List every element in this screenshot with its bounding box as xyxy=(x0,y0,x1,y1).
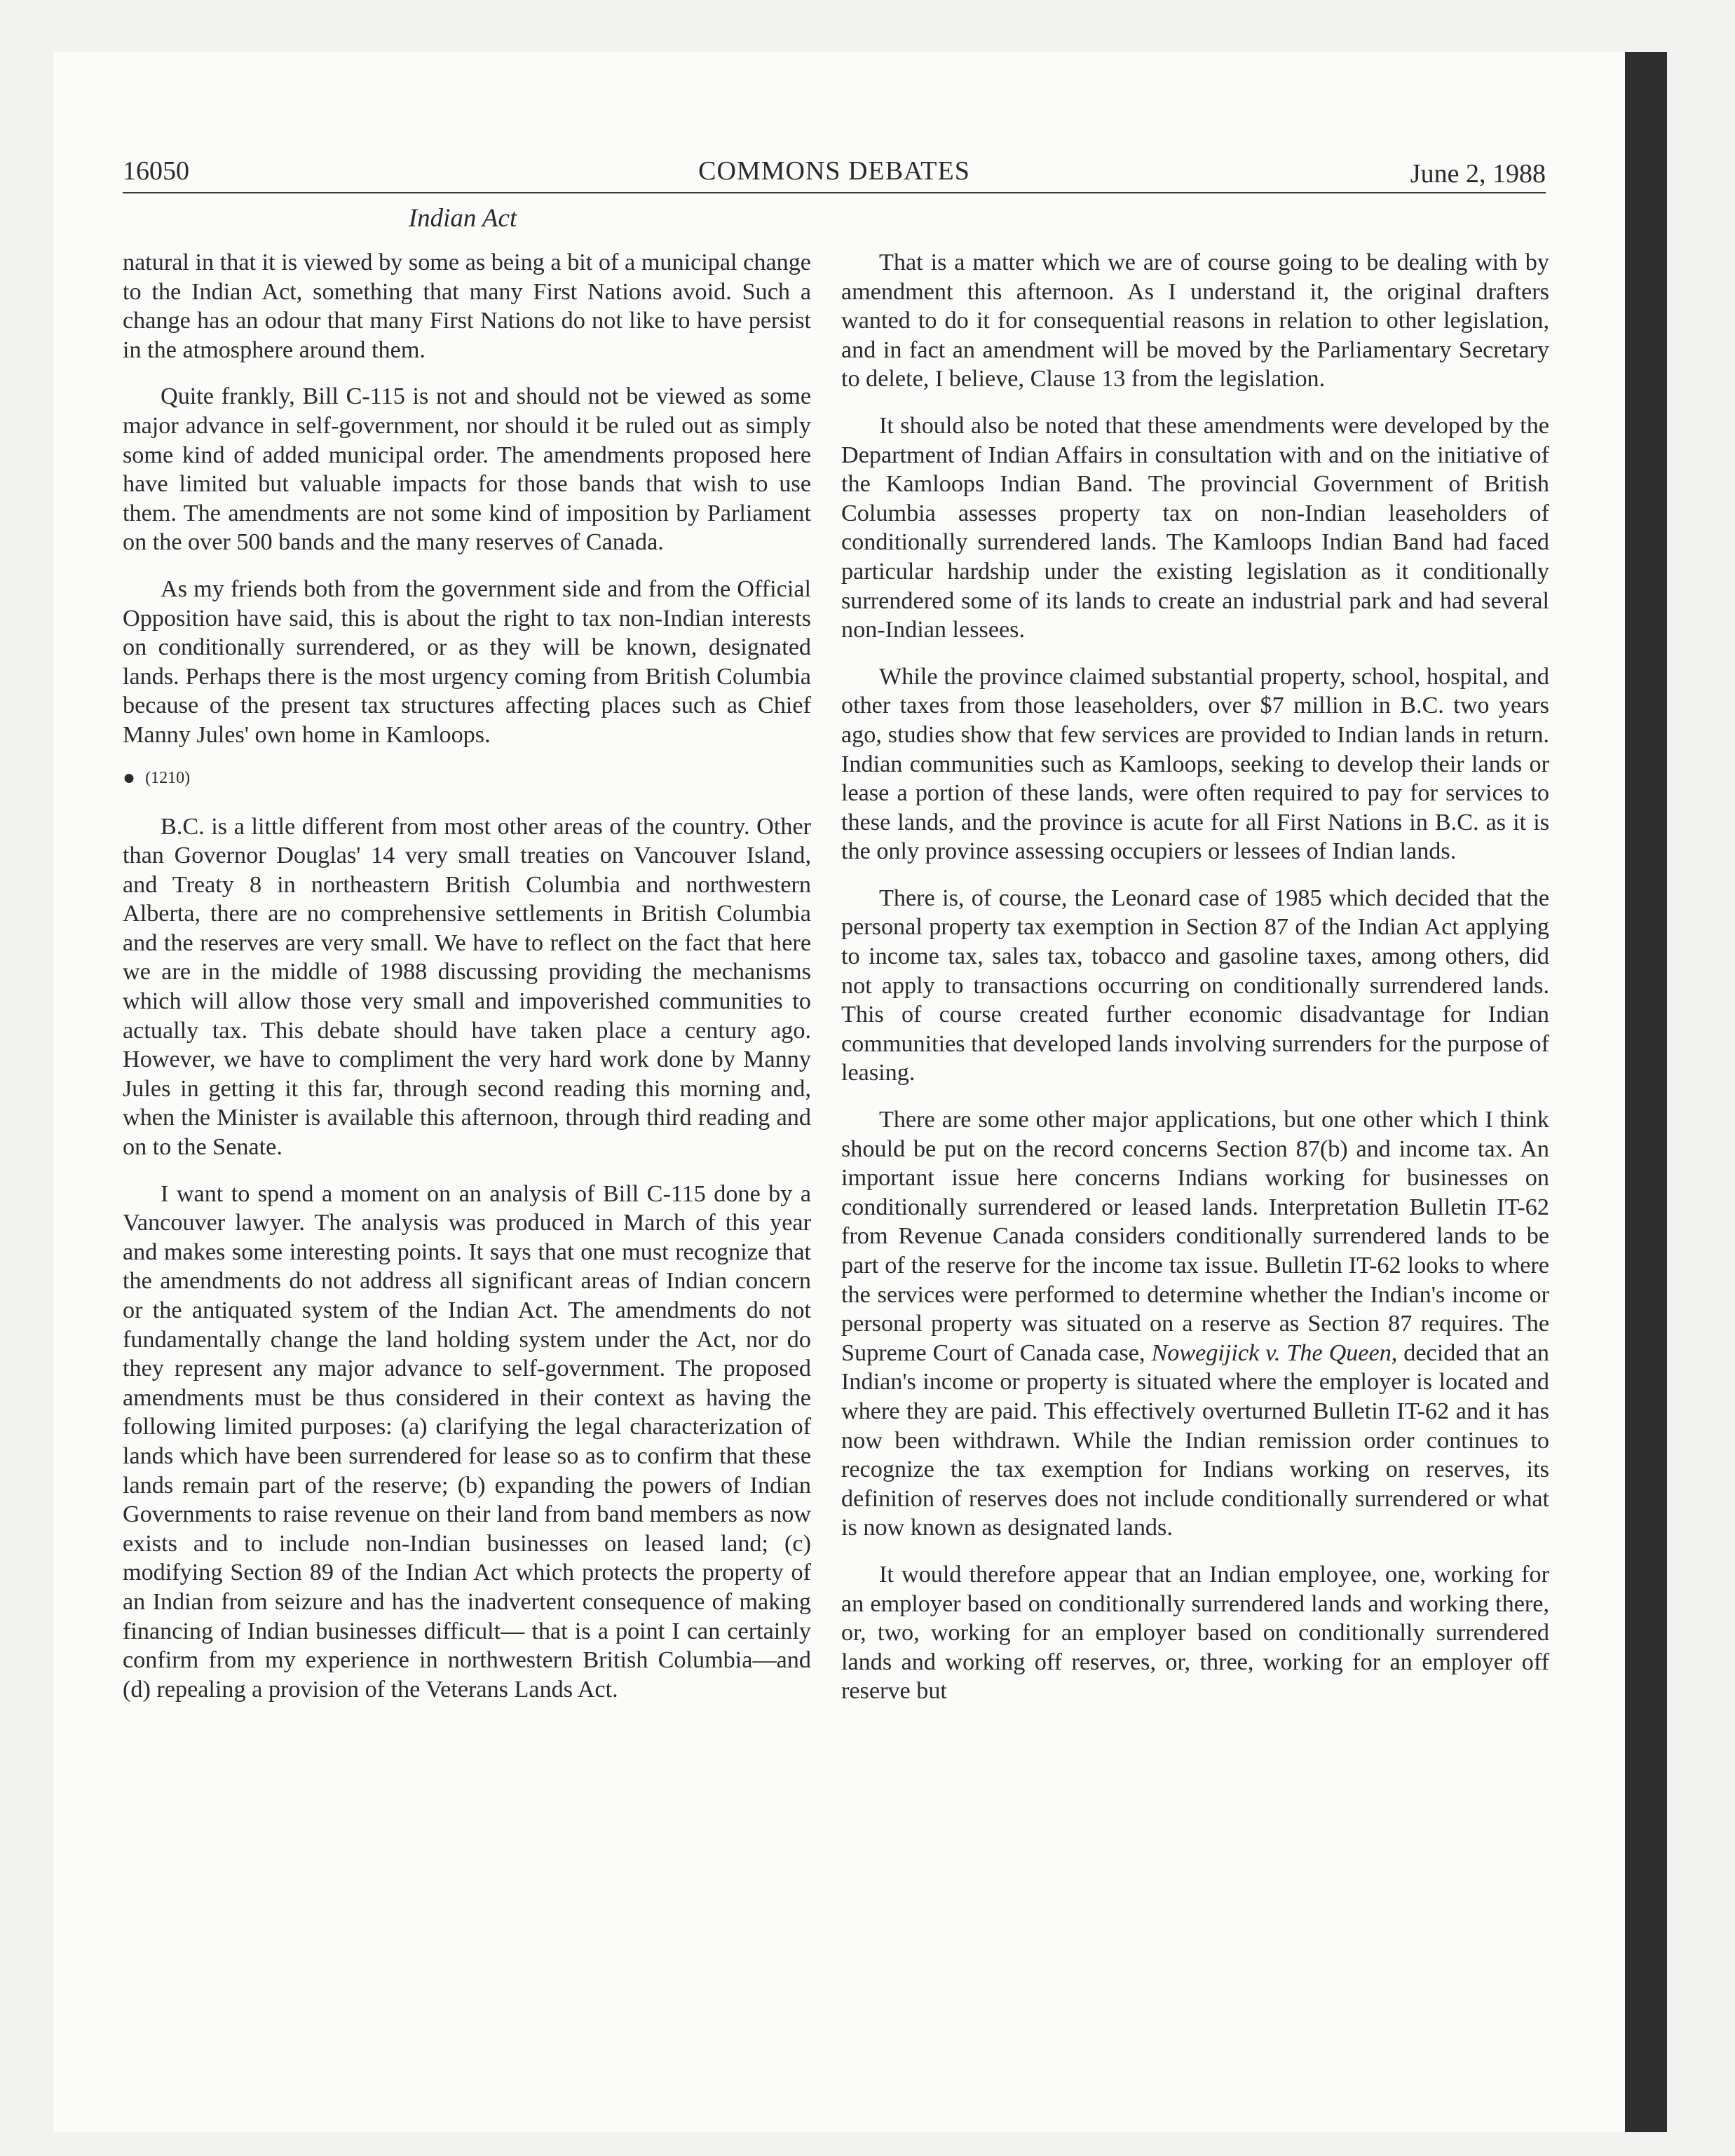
paragraph: It should also be noted that these amendments were developed by the Department of Indian Affairs in consultation with and on the initiative of the Kamloops Indian Band. The provincial Government of British Columbia assesses property tax on non-Indian leaseholders of conditionally surrendered lands. The Kamloops Indian Band had faced particular hardship under the existing legislation as it conditionally surrendered some of its lands to create an industrial park and had several non-Indian lessees. xyxy=(841,412,1549,643)
page-header xyxy=(123,156,1546,193)
paragraph: That is a matter which we are of course going to be dealing with by amendment this afternoon. As I understand it, the original drafters wanted to do it for consequential reasons in relation to other legislation, and in fact an amendment will be moved by the Parliamentary Secretary to delete, I believe, Clause 13 from the legislation. xyxy=(841,250,1549,393)
bullet-icon: ● xyxy=(123,765,136,789)
time-marker xyxy=(123,767,811,789)
time-marker-label: (1210) xyxy=(145,768,191,787)
scan-edge-shadow xyxy=(1625,52,1667,2132)
left-column xyxy=(123,248,811,1721)
paragraph: While the province claimed substantial property, school, hospital, and other taxes from those leaseholders, over $7 million in B.C. two years ago, studies show that few services are provided to Indian lands in return. Indian communities such as Kamloops, seeking to develop their lands or lease a portion of these lands, were often required to pay for services to these lands, and the province is acute for all First Nations in B.C. as it is the only province assessing occupiers or lessees of Indian lands. xyxy=(841,663,1549,865)
publication-title: COMMONS DEBATES xyxy=(698,156,970,186)
paragraph: I want to spend a moment on an analysis of Bill C-115 done by a Vancouver lawyer. The analysis was produced in March of this year and makes some interesting points. It says that one must recognize that the amendments do not address all significant areas of Indian concern or the antiquated system of the Indian Act. The amendments do not fundamentally change the land holding system under the Act, nor do they represent any major advance to self-government. The proposed amendments must be thus considered in their context as having the following limited purposes: (a) clarifying the legal characterization of lands which have been surrendered for lease so as to confirm that these lands remain part of the reserve; (b) expanding the powers of Indian Governments to raise revenue on their land from band members as now exists and to include non-Indian businesses on leased land; (c) modifying Section 89 of the Indian Act which protects the property of an Indian from seizure and has the inadvertent consequence of making financing of Indian businesses difficult— that is a point I can certainly confirm from my experience in northwestern British Columbia—and (d) repealing a provision of the Veterans Lands Act. xyxy=(123,1180,811,1703)
paragraph xyxy=(841,1105,1549,1543)
page-date: June 2, 1988 xyxy=(1410,159,1546,189)
paragraph: B.C. is a little different from most other areas of the country. Other than Governor Douglas' 14 very small treaties on Vancouver Island, and Treaty 8 in northeastern British Columbia and northwestern Alberta, there are no comprehensive settlements in British Columbia and the reserves are very small. We have to reflect on the fact that here we are in the middle of 1988 discussing providing the mechanisms which will allow those very small and impoverished communities to actually tax. This debate should have taken place a century ago. However, we have to compliment the very hard work done by Manny Jules in getting it this far, through second reading this morning and, when the Minister is available this afternoon, through third reading and on to the Senate. xyxy=(123,813,811,1161)
section-title: Indian Act xyxy=(408,204,517,233)
paragraph: Quite frankly, Bill C-115 is not and should not be viewed as some major advance in self-government, nor should it be ruled out as simply some kind of added municipal order. The amendments proposed here have limited but valuable impacts for those bands that wish to use them. The amendments are not some kind of imposition by Parliament on the over 500 bands and the many reserves of Canada. xyxy=(123,383,811,556)
paragraph-text: There are some other major applications, but one other which I think should be put on the record concerns Section 87(b) and income tax. An important issue here concerns Indians working for businesses on conditionally surrendered or leased lands. Interpretation Bulletin IT-62 from Revenue Canada considers conditionally surrendered lands to be part of the reserve for the income tax issue. Bulletin IT-62 looks to where the services were performed to determine whether the Indian's income or personal property was situated on a reserve as Section 87 requires. The Supreme Court of Canada case, xyxy=(841,1107,1549,1366)
paragraph: natural in that it is viewed by some as being a bit of a municipal change to the Indian Act, something that many First Nations avoid. Such a change has an odour that many First Nations do not like to have persist in the atmosphere around them. xyxy=(123,250,811,363)
paragraph: There is, of course, the Leonard case of 1985 which decided that the personal property tax exemption in Section 87 of the Indian Act applying to income tax, sales tax, tobacco and gasoline taxes, among others, did not apply to transactions occurring on conditionally surrendered lands. This of course created further economic disadvantage for Indian communities that developed lands involving surrenders for the purpose of leasing. xyxy=(841,885,1549,1086)
case-name: Nowegijick v. The Queen xyxy=(1151,1339,1392,1366)
right-column xyxy=(841,248,1549,1724)
paragraph-text: , decided that an Indian's income or property is situated where the employer is located and where they are paid. This effectively overturned Bulletin IT-62 and it has now been withdrawn. While the Indian remission order continues to recognize the tax exemption for Indians working on reserves, its definition of reserves does not include conditionally surrendered or what is now known as designated lands. xyxy=(841,1339,1549,1541)
paragraph: As my friends both from the government side and from the Official Opposition have said, this is about the right to tax non-Indian interests on conditionally surrendered, or as they will be known, designated lands. Perhaps there is the most urgency coming from British Columbia because of the present tax structures affecting places such as Chief Manny Jules' own home in Kamloops. xyxy=(123,575,811,748)
page-number: 16050 xyxy=(123,156,189,186)
paragraph: It would therefore appear that an Indian employee, one, working for an employer based on conditionally surrendered lands and working there, or, two, working for an employer based on conditionally surrendered lands and working off reserves, or, three, working for an employer off reserve but xyxy=(841,1561,1549,1705)
